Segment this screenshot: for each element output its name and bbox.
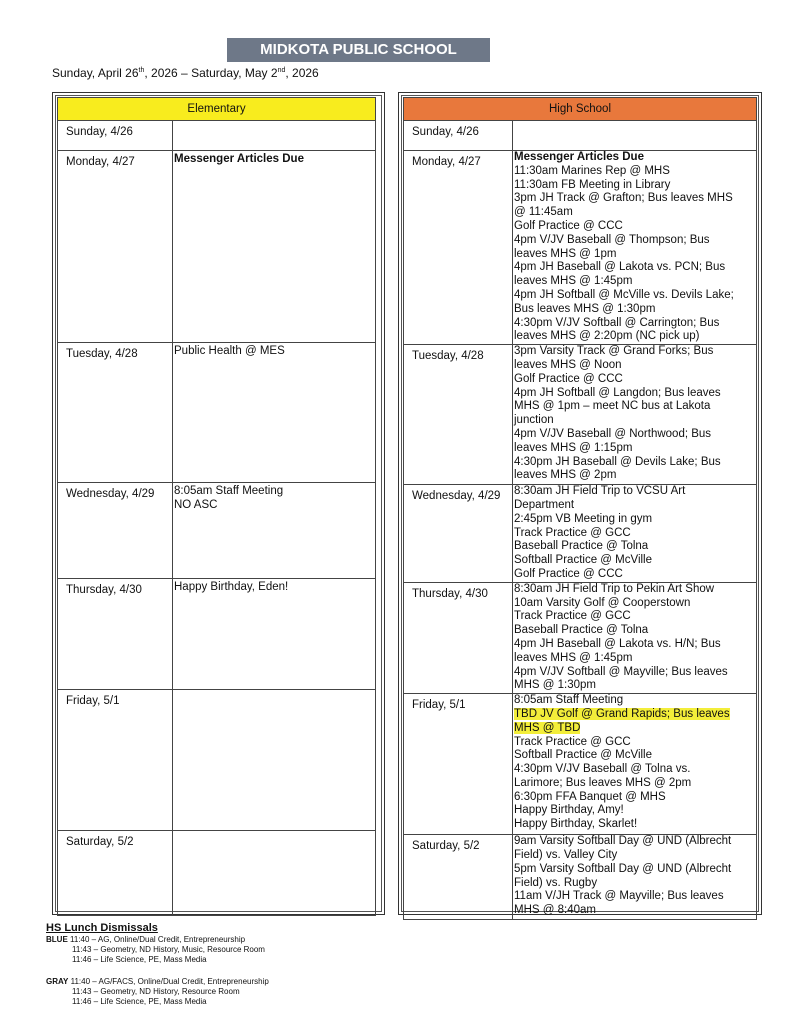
event-item: 4pm V/JV Baseball @ Northwood; Bus bbox=[514, 427, 712, 440]
event-item: Happy Birthday, Eden! bbox=[174, 581, 289, 593]
event-item: Golf Practice @ CCC bbox=[514, 372, 623, 385]
event-item: Baseball Practice @ Tolna bbox=[514, 540, 649, 553]
event-item: leaves MHS @ 1:45pm bbox=[514, 275, 633, 288]
event-item: 4pm JH Baseball @ Lakota vs. PCN; Bus bbox=[514, 261, 726, 274]
lunch-heading: HS Lunch Dismissals bbox=[46, 922, 158, 934]
events-cell bbox=[513, 345, 757, 485]
event-item: MHS @ 1:30pm bbox=[514, 679, 596, 692]
event-item: @ 11:45am bbox=[514, 206, 573, 219]
lunch-line: 11:46 – Life Science, PE, Mass Media bbox=[72, 955, 207, 964]
event-item: leaves MHS @ 1pm bbox=[514, 247, 617, 260]
day-label: Friday, 5/1 bbox=[404, 694, 513, 835]
high-school-table bbox=[403, 97, 757, 920]
event-item: Happy Birthday, Amy! bbox=[514, 804, 624, 817]
event-item: 9am Varsity Softball Day @ UND (Albrecht bbox=[514, 835, 732, 848]
event-item: Department bbox=[514, 498, 575, 511]
events-cell bbox=[513, 485, 757, 583]
high-school-header: High School bbox=[404, 98, 757, 121]
event-item: Track Practice @ GCC bbox=[514, 526, 631, 539]
day-label: Monday, 4/27 bbox=[404, 151, 513, 345]
event-item: Messenger Articles Due bbox=[514, 151, 644, 163]
event-item: 8:05am Staff Meeting bbox=[174, 485, 284, 497]
lunch-label-blue: BLUE bbox=[46, 935, 68, 944]
event-item: Field) vs. Valley City bbox=[514, 848, 618, 861]
event-item: MHS @ 1pm – meet NC bus at Lakota bbox=[514, 400, 711, 413]
event-item: Golf Practice @ CCC bbox=[514, 567, 623, 580]
event-item: 8:05am Staff Meeting bbox=[514, 694, 624, 707]
lunch-dismissals bbox=[46, 923, 269, 1007]
event-item: 5pm Varsity Softball Day @ UND (Albrecht bbox=[514, 862, 732, 875]
day-label: Wednesday, 4/29 bbox=[58, 483, 173, 579]
lunch-label-gray: GRAY bbox=[46, 977, 69, 986]
lunch-line: 11:40 – AG/FACS, Online/Dual Credit, Entrepreneurship bbox=[70, 977, 269, 986]
events-cell bbox=[173, 690, 376, 831]
day-label: Thursday, 4/30 bbox=[58, 579, 173, 690]
events-cell bbox=[513, 694, 757, 835]
event-item: Softball Practice @ McVille bbox=[514, 554, 653, 567]
day-label: Friday, 5/1 bbox=[58, 690, 173, 831]
events-cell bbox=[173, 151, 376, 343]
event-item: leaves MHS @ Noon bbox=[514, 358, 622, 371]
event-item: Baseball Practice @ Tolna bbox=[514, 624, 649, 637]
day-label: Monday, 4/27 bbox=[58, 151, 173, 343]
lunch-row bbox=[46, 977, 269, 987]
event-item: 4:30pm JH Baseball @ Devils Lake; Bus bbox=[514, 455, 721, 468]
event-item: 4pm JH Baseball @ Lakota vs. H/N; Bus bbox=[514, 637, 721, 650]
event-item: leaves MHS @ 1:45pm bbox=[514, 651, 633, 664]
events-cell bbox=[173, 831, 376, 916]
events-cell bbox=[173, 579, 376, 690]
event-item: MHS @ 8:40am bbox=[514, 904, 596, 917]
event-item: junction bbox=[514, 414, 554, 427]
lunch-line: 11:40 – AG, Online/Dual Credit, Entrepreneurship bbox=[70, 935, 246, 944]
events-cell bbox=[173, 121, 376, 151]
event-item: 11am V/JH Track @ Mayville; Bus leaves bbox=[514, 890, 724, 903]
events-cell bbox=[173, 483, 376, 579]
event-item: leaves MHS @ 1:15pm bbox=[514, 441, 633, 454]
lunch-line: 11:43 – Geometry, ND History, Music, Resource Room bbox=[72, 945, 265, 954]
event-item: 11:30am Marines Rep @ MHS bbox=[514, 164, 670, 177]
event-item: 4pm JH Softball @ McVille vs. Devils Lake; bbox=[514, 288, 734, 301]
event-item: Track Practice @ GCC bbox=[514, 735, 631, 748]
day-label: Thursday, 4/30 bbox=[404, 582, 513, 693]
event-item: 4pm V/JV Baseball @ Thompson; Bus bbox=[514, 233, 710, 246]
events-cell bbox=[173, 343, 376, 483]
event-item: 6:30pm FFA Banquet @ MHS bbox=[514, 790, 666, 803]
high-school-panel bbox=[398, 92, 762, 915]
elementary-panel bbox=[52, 92, 385, 915]
elementary-header: Elementary bbox=[58, 98, 376, 121]
event-item: 8:30am JH Field Trip to Pekin Art Show bbox=[514, 582, 715, 595]
event-item-highlighted: TBD JV Golf @ Grand Rapids; Bus leaves bbox=[514, 707, 730, 720]
events-cell bbox=[513, 121, 757, 151]
events-cell bbox=[513, 151, 757, 345]
event-item: Track Practice @ GCC bbox=[514, 610, 631, 623]
day-label: Sunday, 4/26 bbox=[58, 121, 173, 151]
day-label: Saturday, 5/2 bbox=[404, 835, 513, 920]
event-item: Larimore; Bus leaves MHS @ 2pm bbox=[514, 776, 692, 789]
day-label: Wednesday, 4/29 bbox=[404, 485, 513, 583]
event-item: 3pm Varsity Track @ Grand Forks; Bus bbox=[514, 345, 714, 358]
day-label: Saturday, 5/2 bbox=[58, 831, 173, 916]
event-item: 3pm JH Track @ Grafton; Bus leaves MHS bbox=[514, 192, 733, 205]
day-label: Sunday, 4/26 bbox=[404, 121, 513, 151]
event-item: 11:30am FB Meeting in Library bbox=[514, 178, 671, 191]
event-item: Field) vs. Rugby bbox=[514, 876, 598, 889]
event-item: Bus leaves MHS @ 1:30pm bbox=[514, 302, 656, 315]
elementary-table bbox=[57, 97, 376, 916]
event-item: Messenger Articles Due bbox=[174, 153, 304, 165]
event-item: 2:45pm VB Meeting in gym bbox=[514, 512, 653, 525]
event-item: leaves MHS @ 2pm bbox=[514, 469, 617, 482]
event-item: 4:30pm V/JV Softball @ Carrington; Bus bbox=[514, 316, 720, 329]
school-title: MIDKOTA PUBLIC SCHOOL bbox=[227, 38, 490, 62]
events-cell bbox=[513, 582, 757, 693]
event-item: 4:30pm V/JV Baseball @ Tolna vs. bbox=[514, 763, 691, 776]
event-item: Golf Practice @ CCC bbox=[514, 219, 623, 232]
event-item: Happy Birthday, Skarlet! bbox=[514, 818, 638, 831]
events-cell bbox=[513, 835, 757, 920]
lunch-line: 11:43 – Geometry, ND History, Resource Room bbox=[72, 987, 240, 996]
day-label: Tuesday, 4/28 bbox=[404, 345, 513, 485]
event-item: 10am Varsity Golf @ Cooperstown bbox=[514, 596, 691, 609]
lunch-line: 11:46 – Life Science, PE, Mass Media bbox=[72, 997, 207, 1006]
event-item: 4pm JH Softball @ Langdon; Bus leaves bbox=[514, 386, 721, 399]
event-item-highlighted: MHS @ TBD bbox=[514, 721, 581, 734]
event-item: 4pm V/JV Softball @ Mayville; Bus leaves bbox=[514, 665, 728, 678]
event-item: Softball Practice @ McVille bbox=[514, 749, 653, 762]
event-item: Public Health @ MES bbox=[174, 345, 285, 357]
event-item: leaves MHS @ 2:20pm (NC pick up) bbox=[514, 330, 700, 343]
day-label: Tuesday, 4/28 bbox=[58, 343, 173, 483]
date-range: Sunday, April 26th, 2026 – Saturday, May 2nd, 2026 bbox=[52, 66, 319, 80]
event-item: 8:30am JH Field Trip to VCSU Art bbox=[514, 485, 686, 498]
lunch-row bbox=[46, 935, 269, 945]
event-item: NO ASC bbox=[174, 498, 218, 511]
